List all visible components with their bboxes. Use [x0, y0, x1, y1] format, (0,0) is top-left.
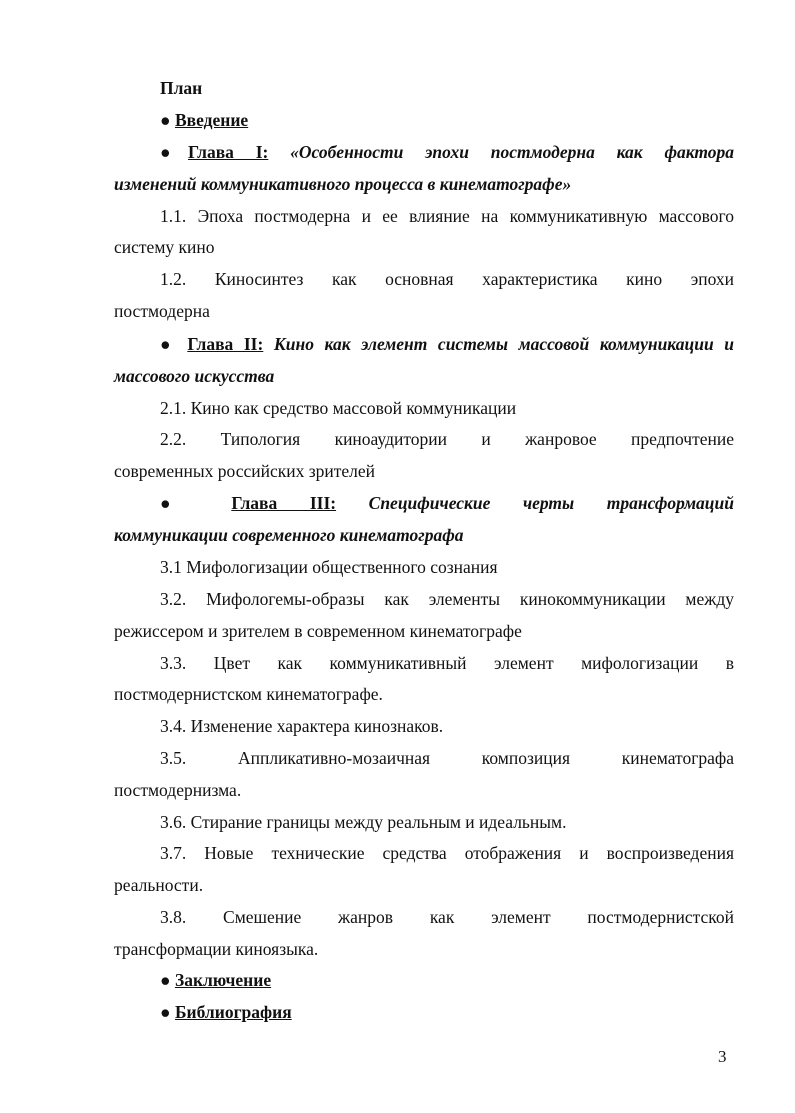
chapter2-heading: [160, 333, 734, 355]
section-2-2-line1: 2.2. Типология киноаудитории и жанровое предпочтение: [160, 429, 734, 449]
section-3-2-line2: режиссером и зрителем в современном кинематографе: [114, 621, 522, 641]
page-title: План: [160, 78, 203, 98]
bullet-icon: ●: [160, 142, 188, 162]
section-3-5-line2: постмодернизма.: [114, 780, 242, 800]
conclusion-label: Заключение: [174, 970, 272, 990]
chapter2-title-part2: массового искусства: [114, 366, 275, 386]
chapter1-heading: [160, 141, 734, 163]
chapter2-title-part1: Кино как элемент системы массовой коммуникации и: [273, 334, 734, 354]
section-3-7-line1: 3.7. Новые технические средства отображения и воспроизведения: [160, 843, 734, 863]
chapter3-heading: [160, 492, 734, 514]
section-1-1-line2: систему кино: [114, 237, 215, 257]
toc-conclusion: [160, 969, 734, 991]
section-3-8-line1: 3.8. Смешение жанров как элемент постмодернистской: [160, 907, 734, 927]
section-2-1: 2.1. Кино как средство массовой коммуникации: [160, 398, 517, 418]
chapter1-title-part1: «Особенности эпохи постмодерна как фактора: [290, 142, 734, 162]
section-3-1: 3.1 Мифологизации общественного сознания: [160, 557, 498, 577]
toc-intro: [160, 109, 734, 131]
intro-label: Введение: [174, 110, 249, 130]
chapter3-label: Глава III:: [231, 493, 337, 513]
section-2-2-line2: современных российских зрителей: [114, 461, 376, 481]
chapter1-title-part2: изменений коммуникативного процесса в кинематографе»: [114, 174, 572, 194]
section-3-3-line2: постмодернистском кинематографе.: [114, 684, 383, 704]
section-1-2-line1: 1.2. Киносинтез как основная характеристика кино эпохи: [160, 269, 734, 289]
chapter1-label: Глава I:: [187, 142, 269, 162]
bibliography-label: Библиография: [174, 1002, 292, 1022]
bullet-icon: ●: [160, 493, 199, 513]
section-1-2-line2: постмодерна: [114, 301, 210, 321]
bullet-icon: ●: [160, 970, 171, 990]
bullet-icon: ●: [160, 334, 177, 354]
section-3-2-line1: 3.2. Мифологемы-образы как элементы кинокоммуникации между: [160, 589, 734, 609]
toc-bibliography: [160, 1001, 734, 1023]
section-3-8-line2: трансформации киноязыка.: [114, 939, 319, 959]
section-1-1-line1: 1.1. Эпоха постмодерна и ее влияние на коммуникативную массового: [160, 206, 734, 226]
page-number: 3: [718, 1047, 727, 1066]
bullet-icon: ●: [160, 1002, 171, 1022]
chapter3-title-part1: Специфические черты трансформаций: [368, 493, 734, 513]
section-3-7-line2: реальности.: [114, 875, 204, 895]
chapter3-title-part2: коммуникации современного кинематографа: [114, 525, 464, 545]
section-3-4: 3.4. Изменение характера кинознаков.: [160, 716, 444, 736]
section-3-5-line1: 3.5. Аппликативно-мозаичная композиция кинематографа: [160, 748, 734, 768]
section-3-3-line1: 3.3. Цвет как коммуникативный элемент мифологизации в: [160, 653, 734, 673]
section-3-6: 3.6. Стирание границы между реальным и идеальным.: [160, 812, 567, 832]
bullet-icon: ●: [160, 110, 171, 130]
chapter2-label: Глава II:: [187, 334, 264, 354]
